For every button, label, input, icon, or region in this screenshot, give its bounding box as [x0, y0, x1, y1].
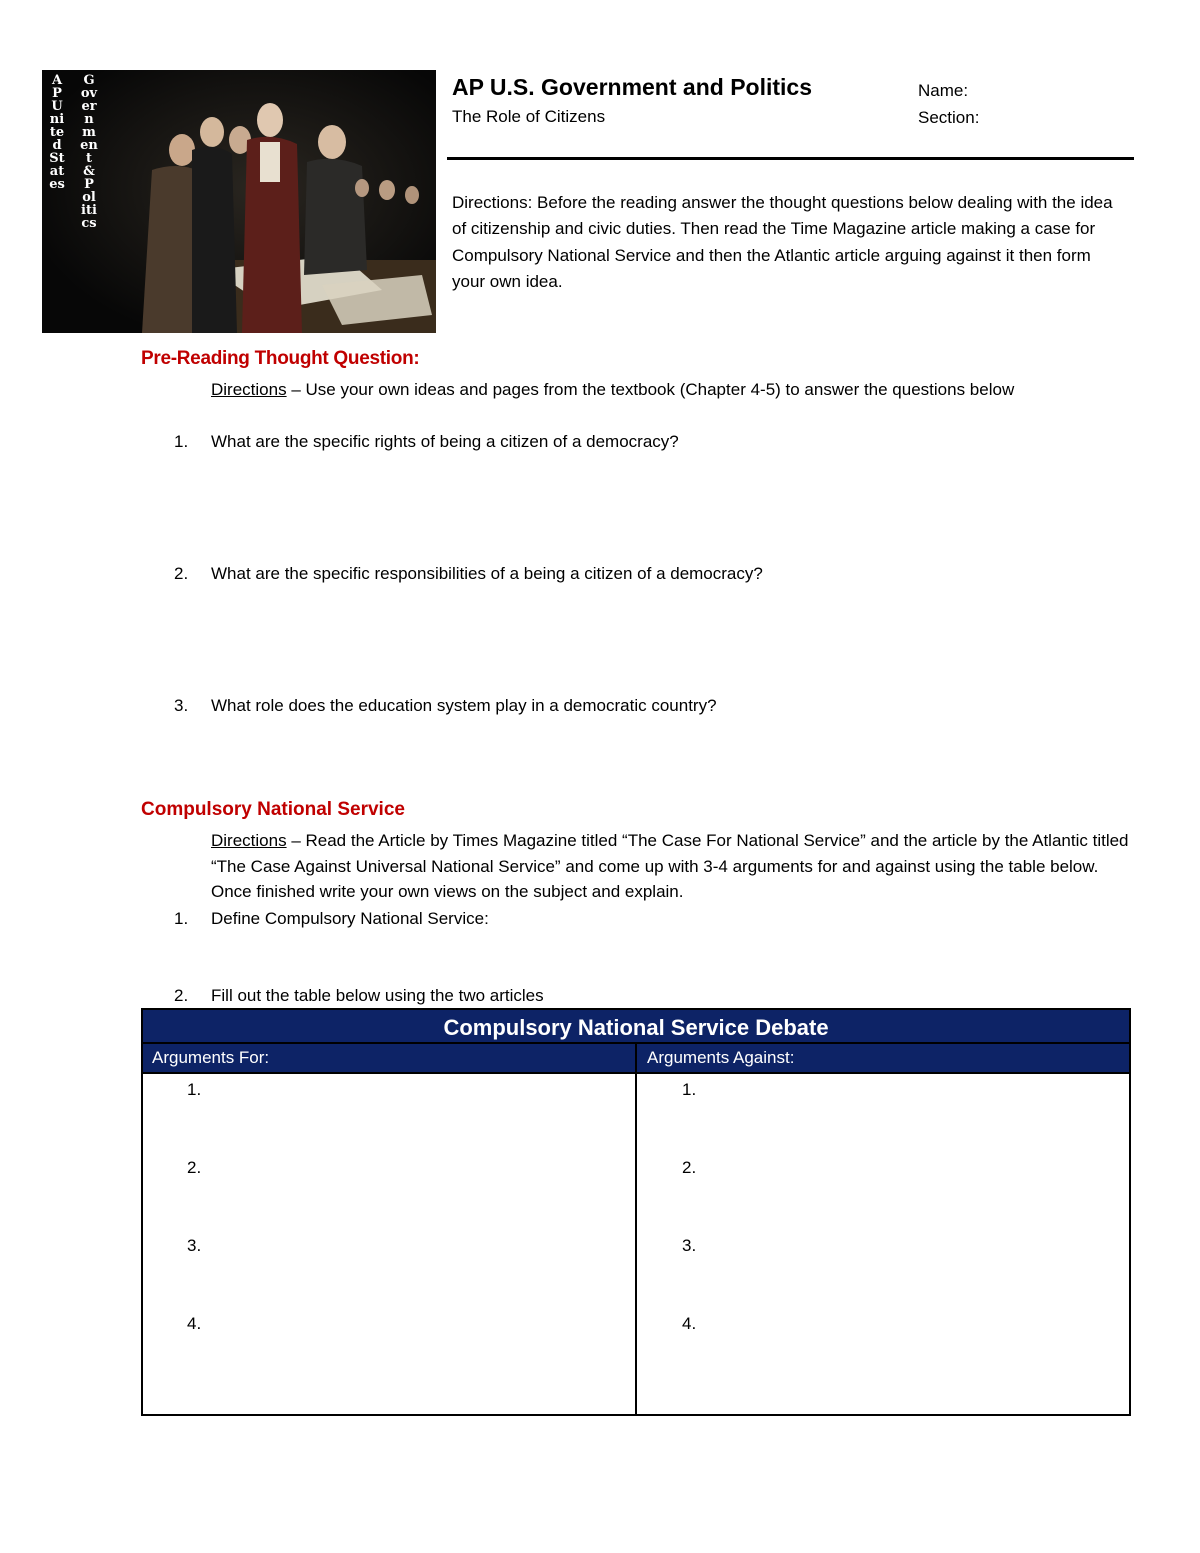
for-item-number: 2. [187, 1158, 202, 1177]
question-number: 1. [174, 909, 189, 928]
for-item-number: 1. [187, 1080, 202, 1099]
question-text: What are the specific responsibilities of a being a citizen of a democracy? [211, 564, 763, 583]
header-divider [447, 157, 1134, 160]
pre-reading-heading: Pre-Reading Thought Question: [141, 348, 420, 369]
section-label: Section: [918, 108, 980, 127]
national-service-directions [211, 828, 1131, 905]
course-title: AP U.S. Government and Politics [452, 74, 812, 100]
name-label: Name: [918, 81, 969, 100]
debate-table [141, 1008, 1131, 1416]
for-item-number: 4. [187, 1314, 202, 1333]
worksheet-subtitle: The Role of Citizens [452, 107, 606, 126]
header-image [42, 70, 436, 333]
question-text: Define Compulsory National Service: [211, 909, 489, 928]
directions-label: Directions [211, 380, 287, 399]
intro-directions: Directions: Before the reading answer the thought questions below dealing with the idea of citizenship and civic duties. Then read the Time Magazine article making a case for Compulsory National Service and then the Atlantic article arguing against it then form your own idea. [452, 193, 1113, 291]
arguments-for-header: Arguments For: [152, 1048, 270, 1067]
question-number: 2. [174, 986, 189, 1005]
question-text: What are the specific rights of being a citizen of a democracy? [211, 432, 679, 451]
column-divider [635, 1044, 637, 1416]
against-item-number: 2. [682, 1158, 697, 1177]
vertical-title-left: AP United States [49, 73, 65, 192]
vertical-title-right: Government & Politics [80, 73, 98, 231]
question-text: What role does the education system play in a democratic country? [211, 696, 717, 715]
question-text: Fill out the table below using the two articles [211, 986, 544, 1005]
against-item-number: 4. [682, 1314, 697, 1333]
table-title: Compulsory National Service Debate [143, 1010, 1129, 1044]
against-item-number: 3. [682, 1236, 697, 1255]
directions-label: Directions [211, 831, 287, 850]
arguments-against-header: Arguments Against: [647, 1048, 795, 1067]
founding-fathers-painting [42, 70, 436, 333]
directions-text: – Read the Article by Times Magazine titled “The Case For National Service” and the article by the Atlantic titled “The Case Against Universal National Service” and come up with 3-4 arguments for and against using the table below. Once finished write your own views on the subject and explain. [211, 831, 1129, 902]
national-service-heading: Compulsory National Service [141, 799, 405, 820]
directions-text: – Use your own ideas and pages from the textbook (Chapter 4-5) to answer the questions below [286, 380, 1015, 399]
pre-reading-directions [211, 377, 1131, 403]
question-number: 1. [174, 432, 189, 451]
question-number: 3. [174, 696, 189, 715]
for-item-number: 3. [187, 1236, 202, 1255]
against-item-number: 1. [682, 1080, 697, 1099]
question-number: 2. [174, 564, 189, 583]
